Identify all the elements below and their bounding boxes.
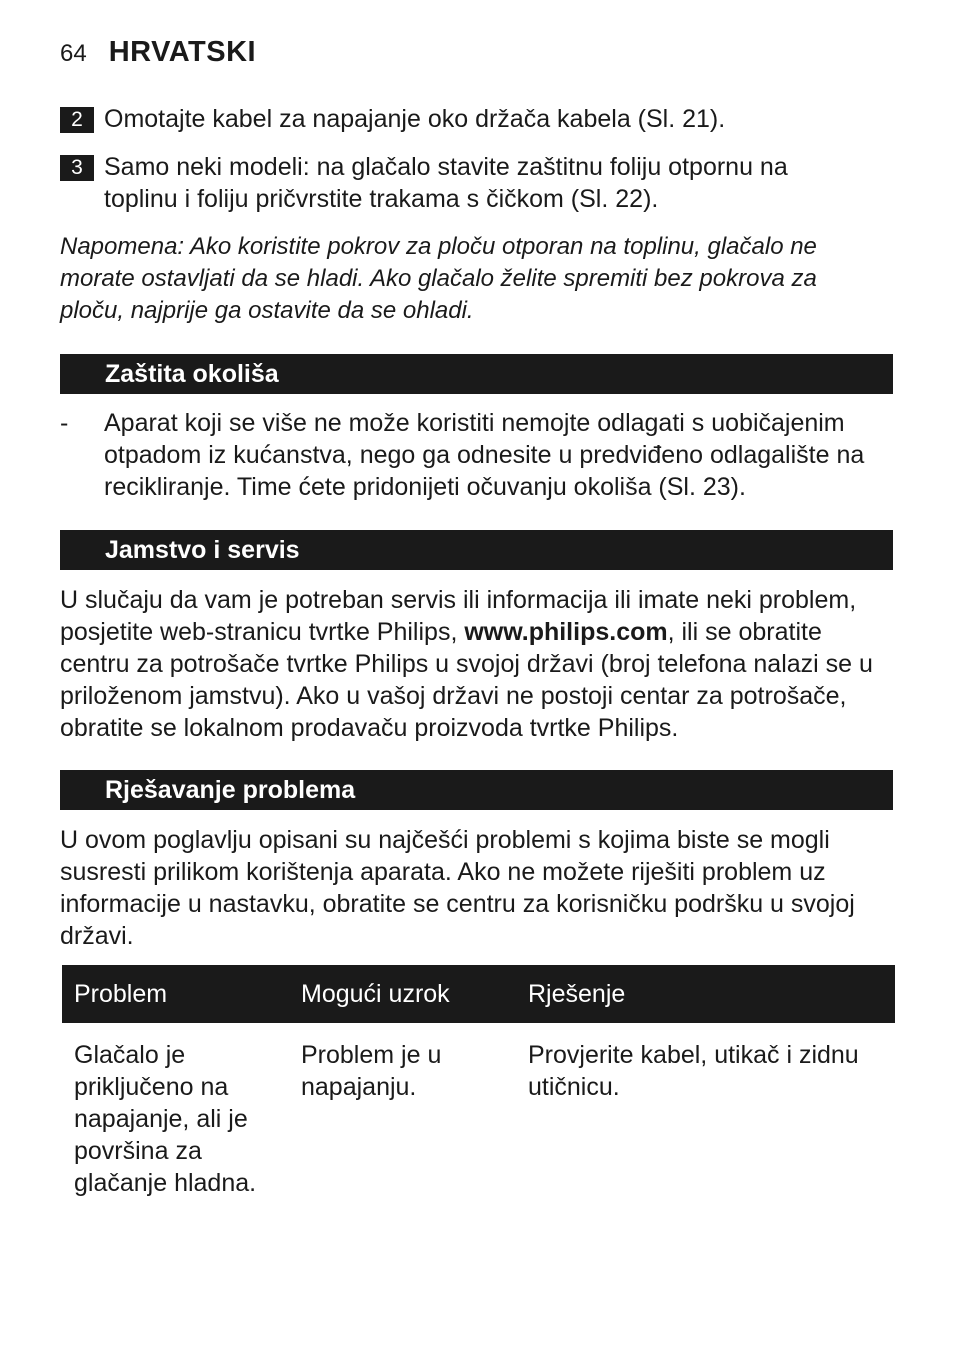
bullet-dash: - — [60, 409, 69, 437]
step-number-badge: 2 — [60, 107, 94, 133]
section-heading-guarantee: Jamstvo i servis — [60, 530, 893, 570]
list-item — [60, 407, 880, 503]
table-header-row — [62, 965, 895, 1023]
table-cell-cause: Problem je u napajanju. — [301, 1041, 442, 1101]
guarantee-paragraph — [60, 584, 894, 744]
step-3 — [60, 151, 840, 215]
step-2 — [60, 103, 840, 135]
page-language-title: HRVATSKI — [108, 36, 257, 68]
table-cell-solution: Provjerite kabel, utikač i zidnu utičnicu. — [528, 1041, 859, 1101]
section-heading-troubleshooting: Rješavanje problema — [60, 770, 893, 810]
step-text: Omotajte kabel za napajanje oko držača kabela (Sl. 21). — [104, 105, 726, 133]
philips-website-link[interactable]: www.philips.com — [464, 618, 668, 646]
troubleshooting-table — [62, 965, 895, 1199]
guarantee-text-before: U slučaju da vam je potreban servis ili informacija ili imate neki problem, posjetite web-stranicu tvrtke Philips, — [60, 586, 857, 646]
table-header-solution: Rješenje — [528, 979, 626, 1008]
step-text: Samo neki modeli: na glačalo stavite zaštitnu foliju otpornu na toplinu i foliju pričvrstite trakama s čičkom (Sl. 22). — [104, 153, 788, 213]
bullet-text: Aparat koji se više ne može koristiti nemojte odlagati s uobičajenim otpadom iz kućanstva, nego ga odnesite u predviđeno odlagalište na recikliranje. Time ćete pridonijeti očuvanju okoliša (Sl. 23). — [104, 409, 865, 501]
guarantee-text-after: , ili se obratite centru za potrošače tvrtke Philips u svojoj državi (broj telefona nalazi se u priloženom jamstvu). Ako u vašoj državi ne postoji centar za potrošače, obratite se lokalnom prodavaču proizvoda tvrtke Philips. — [60, 618, 873, 742]
page-header — [60, 36, 256, 69]
section-heading-environment: Zaštita okoliša — [60, 354, 893, 394]
table-cell-problem: Glačalo je priključeno na napajanje, ali je površina za glačanje hladna. — [74, 1041, 257, 1197]
table-header-problem: Problem — [74, 979, 168, 1008]
page-number: 64 — [60, 40, 87, 67]
troubleshooting-paragraph: U ovom poglavlju opisani su najčešći problemi s kojima biste se mogli susresti prilikom korištenja aparata. Ako ne možete riješiti problem uz informacije u nastavku, obratite se centru za korisničku podršku u svojoj državi. — [60, 826, 855, 950]
step-number-badge: 3 — [60, 155, 94, 181]
table-row — [62, 1023, 895, 1199]
note-text: Napomena: Ako koristite pokrov za ploču otporan na toplinu, glačalo ne morate ostavljati da se hladi. Ako glačalo želite spremiti bez pokrova za ploču, najprije ga ostavite da se ohladi. — [60, 233, 817, 324]
table-header-cause: Mogući uzrok — [301, 979, 450, 1008]
